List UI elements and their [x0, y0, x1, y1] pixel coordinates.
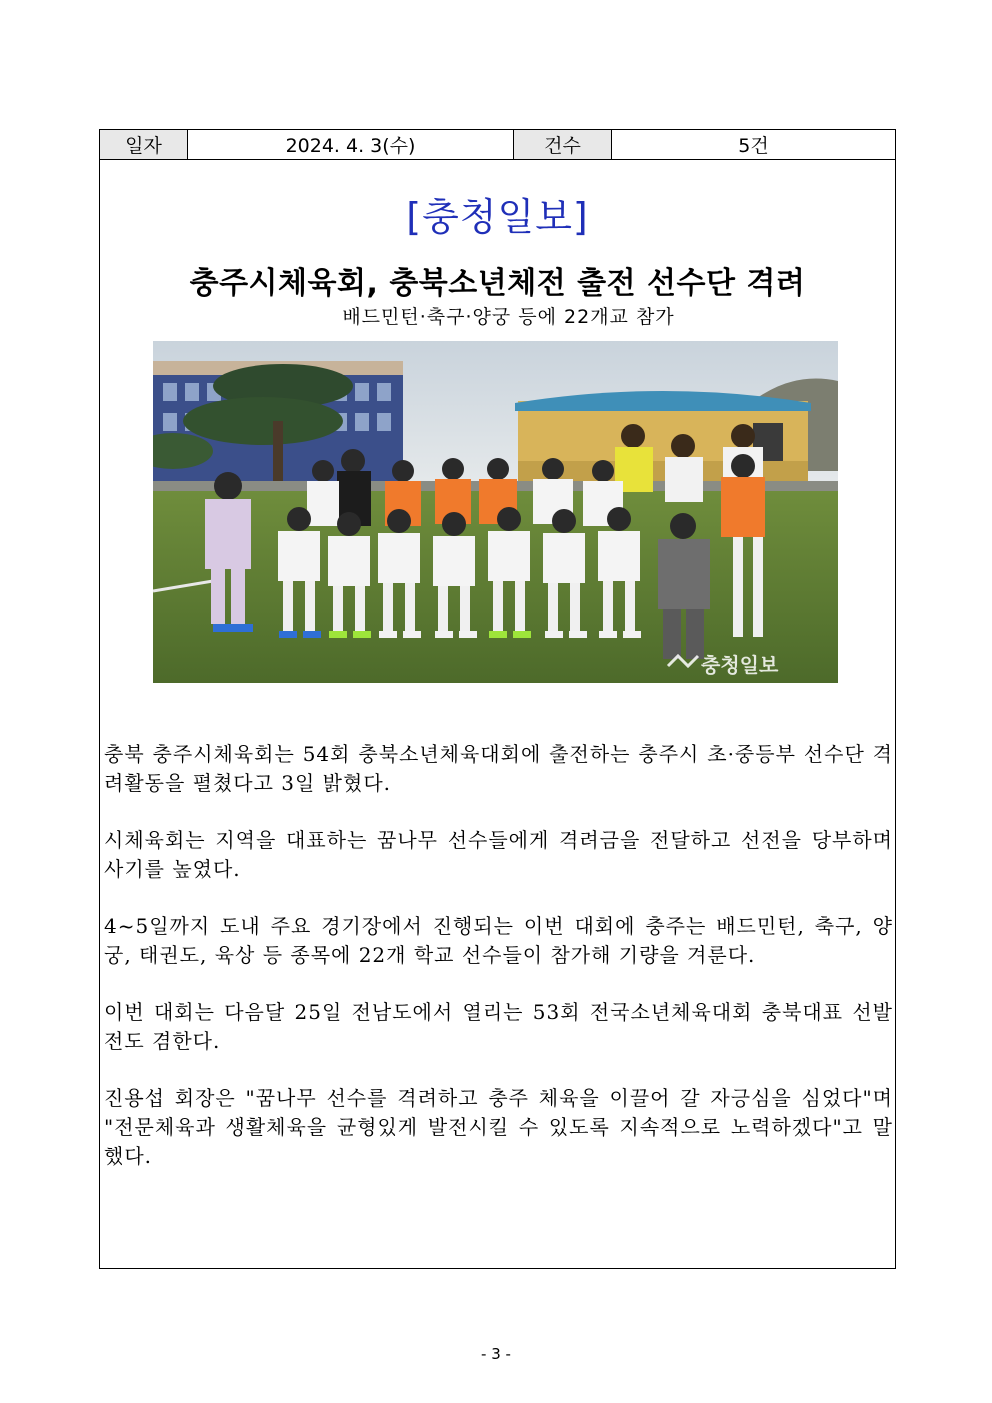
body-paragraph: 4~5일까지 도내 주요 경기장에서 진행되는 이번 대회에 충주는 배드민턴, 축구, 양궁, 태권도, 육상 등 종목에 22개 학교 선수들이 참가해 기량을 겨룬다. [104, 914, 893, 967]
header-table [100, 130, 895, 160]
page-number: - 3 - [481, 1345, 511, 1363]
article-photo [153, 341, 838, 683]
body-paragraph: 시체육회는 지역을 대표하는 꿈나무 선수들에게 격려금을 전달하고 선전을 당부하며 사기를 높였다. [104, 828, 893, 881]
photo-watermark: 충청일보 [701, 653, 779, 677]
newspaper-source: [충청일보] [406, 195, 589, 239]
article-frame [99, 129, 896, 1269]
article-body [104, 740, 893, 1199]
count-value: 5건 [738, 135, 769, 157]
team-photo-illustration [153, 341, 838, 683]
date-label: 일자 [100, 130, 188, 159]
body-paragraph: 충북 충주시체육회는 54회 충북소년체육대회에 출전하는 충주시 초·중등부 선수단 격려활동을 펼쳤다고 3일 밝혔다. [104, 742, 893, 795]
body-paragraph: 진용섭 회장은 "꿈나무 선수를 격려하고 충주 체육을 이끌어 갈 자긍심을 심었다"며 "전문체육과 생활체육을 균형있게 발전시킬 수 있도록 지속적으로 노력하겠다"고 말했다. [104, 1086, 893, 1168]
article-headline: 충주시체육회, 충북소년체전 출전 선수단 격려 [189, 266, 806, 301]
date-value: 2024. 4. 3(수) [188, 130, 514, 159]
count-label: 건수 [514, 130, 612, 159]
article-subheadline: 배드민턴·축구·양궁 등에 22개교 참가 [342, 306, 675, 328]
body-paragraph: 이번 대회는 다음달 25일 전남도에서 열리는 53회 전국소년체육대회 충북대표 선발전도 겸한다. [104, 1000, 893, 1053]
